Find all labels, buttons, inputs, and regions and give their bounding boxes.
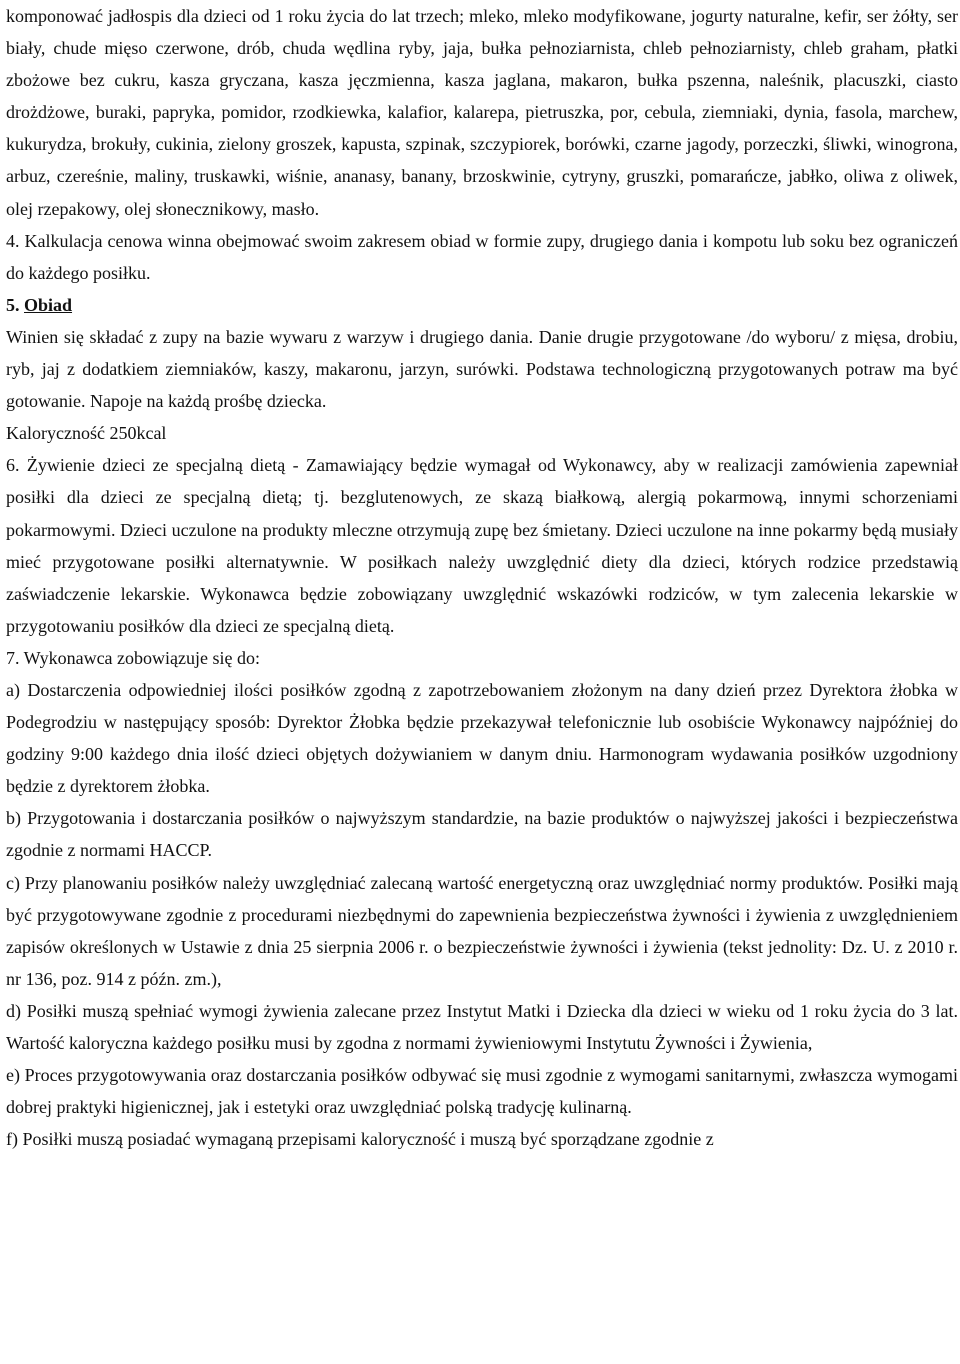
paragraph-menu-products: komponować jadłospis dla dzieci od 1 roku życia do lat trzech; mleko, mleko modyfikowane, jogurty naturalne, kefir, ser żółty, ser biały, chude mięso czerwone, drób, chuda wędlina ryby, jaja, bułka pełnoziarnista, chleb pełnoziarnisty, chleb graham, płatki zbożowe bez cukru, kasza gryczana, kasza jęczmienna, kasza jaglana, makaron, bułka pszenna, naleśnik, placuszki, ciasto drożdżowe, buraki, papryka, pomidor, rzodkiewka, kalafior, kalarepa, pietruszka, por, cebula, ziemniaki, dynia, fasola, marchew, kukurydza, brokuły, cukinia, zielony groszek, kapusta, szpinak, szczypiorek, borówki, czarne jagody, porzeczki, śliwki, winogrona, arbuz, czereśnie, maliny, truskawki, wiśnie, ananasy, banany, brzoskwinie, cytryny, gruszki, pomarańcze, jabłko, oliwa z oliwek, olej rzepakowy, olej słonecznikowy, masło. bbox=[6, 6, 958, 219]
document-page bbox=[6, 0, 958, 1155]
section-title: Obiad bbox=[24, 294, 73, 315]
paragraph-item-f: f) Posiłki muszą posiadać wymaganą przepisami kaloryczność i muszą być sporządzane zgodnie z bbox=[6, 1129, 714, 1150]
paragraph-item-d: d) Posiłki muszą spełniać wymogi żywienia zalecane przez Instytut Matki i Dziecka dla dzieci w wieku od 1 roku życia do 3 lat. Wartość kaloryczna każdego posiłku musi by zgodna z normami żywieniowymi Instytutu Żywności i Żywienia, bbox=[6, 1000, 958, 1053]
section-number: 5. bbox=[6, 294, 20, 315]
paragraph-calories: Kaloryczność 250kcal bbox=[6, 423, 167, 444]
paragraph-obiad-description: Winien się składać z zupy na bazie wywaru z warzyw i drugiego dania. Danie drugie przygotowane /do wyboru/ z mięsa, drobiu, ryb, jaj z dodatkiem ziemniaków, kaszy, makaronu, jarzyn, surówki. Podstawa technologiczną przygotowanych potraw ma być gotowanie. Napoje na każdą prośbę dziecka. bbox=[6, 326, 958, 412]
paragraph-item-e: e) Proces przygotowywania oraz dostarczania posiłków odbywać się musi zgodnie z wymogami sanitarnymi, zwłaszcza wymogami dobrej praktyki higienicznej, jak i estetyki oraz uwzględniać polską tradycję kulinarną. bbox=[6, 1065, 958, 1118]
paragraph-price-calculation: 4. Kalkulacja cenowa winna obejmować swoim zakresem obiad w formie zupy, drugiego dania i kompotu lub soku bez ograniczeń do każdego posiłku. bbox=[6, 230, 958, 283]
paragraph-contractor-obligations: 7. Wykonawca zobowiązuje się do: bbox=[6, 647, 261, 668]
section-heading-obiad bbox=[6, 289, 958, 321]
paragraph-item-a: a) Dostarczenia odpowiedniej ilości posiłków zgodną z zapotrzebowaniem złożonym na dany dzień przez Dyrektora żłobka w Podegrodziu w następujący sposób: Dyrektor Żłobka będzie przekazywał telefonicznie lub osobiście Wykonawcy najpóźniej do godziny 9:00 każdego dnia ilość dzieci objętych dożywianiem w danym dniu. Harmonogram wydawania posiłków uzgodniony będzie z dyrektorem żłobka. bbox=[6, 679, 958, 797]
paragraph-special-diet: 6. Żywienie dzieci ze specjalną dietą - Zamawiający będzie wymagał od Wykonawcy, aby w realizacji zamówienia zapewniał posiłki dla dzieci ze specjalną dietą; tj. bezglutenowych, ze skazą białkową, alergią pokarmową, innymi schorzeniami pokarmowymi. Dzieci uczulone na produkty mleczne otrzymują zupę bez śmietany. Dzieci uczulone na inne pokarmy będą musiały mieć przygotowane posiłki alternatywnie. W posiłkach należy uwzględnić diety dla dzieci, których rodzice przedstawią zaświadczenie lekarskie. Wykonawca będzie zobowiązany uwzględnić wskazówki rodziców, w tym zalecenia lekarskie w przygotowaniu posiłków dla dzieci ze specjalną dietą. bbox=[6, 455, 958, 636]
paragraph-item-c: c) Przy planowaniu posiłków należy uwzględniać zalecaną wartość energetyczną oraz uwzględniać normy produktów. Posiłki mają być przygotowywane zgodnie z procedurami niezbędnymi do zapewnienia bezpieczeństwa żywności i żywienia z uwzględnieniem zapisów określonych w Ustawie z dnia 25 sierpnia 2006 r. o bezpieczeństwie żywności i żywienia (tekst jednolity: Dz. U. z 2010 r. nr 136, poz. 914 z późn. zm.), bbox=[6, 872, 958, 989]
paragraph-item-b: b) Przygotowania i dostarczania posiłków o najwyższym standardzie, na bazie produktów o najwyższej jakości i bezpieczeństwa zgodnie z normami HACCP. bbox=[6, 808, 958, 861]
